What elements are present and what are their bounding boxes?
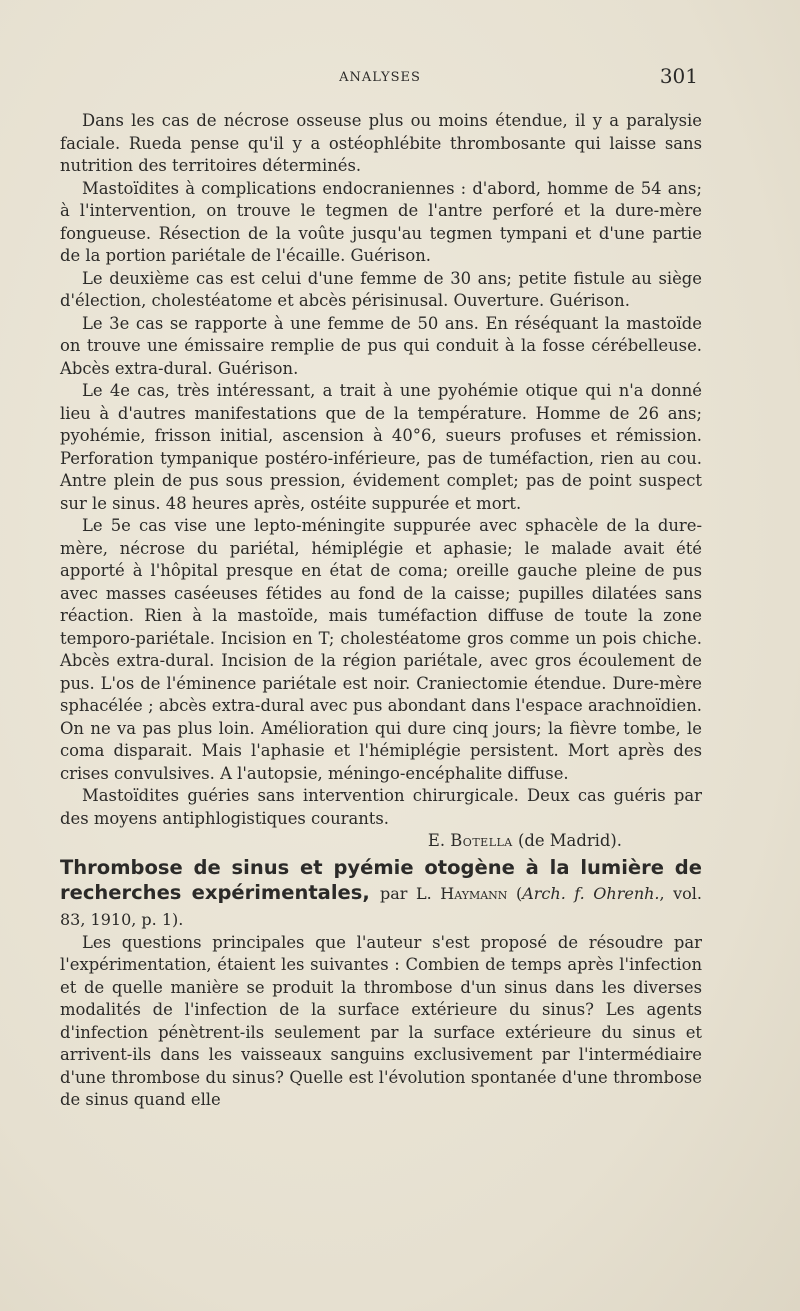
paragraph-5: Le 4e cas, très intéressant, a trait à une pyohémie otique qui n'a donné lieu à d'autres manifestations que de la température. Homme de 26 ans; pyohémie, frisson initial, ascension à 40°6, sueurs profuses et rémission. Perforation tympanique postéro-inférieure, pas de tuméfaction, rien au cou. Antre plein de pus sous pression, évidement complet; pas de point suspect sur le sinus. 48 heures après, ostéite suppurée et mort. (60, 381, 702, 513)
running-title: ANALYSES (339, 70, 421, 85)
citation-by: par (380, 883, 408, 903)
paragraph-4: Le 3e cas se rapporte à une femme de 50 ans. En réséquant la mastoïde on trouve une émissaire remplie de pus qui conduit à la fosse cérébelleuse. Abcès extra-dural. Guérison. (60, 313, 702, 378)
article-heading (60, 855, 702, 932)
closing-paragraph: Les questions principales que l'auteur s'est proposé de résoudre par l'expérimentation, étaient les suivantes : Combien de temps après l'infection et de quelle manière se produit la thrombose d'un sinus dans les diverses modalités de l'infection de la surface extérieure du sinus? Les agents d'infection pénètrent-ils seulement par la surface extérieure du sinus et arrivent-ils dans les vaisseaux sanguins exclusivement par l'intermédiaire d'une thrombose du sinus? Quelle est l'évolution spontanée d'une thrombose de sinus quand elle (60, 932, 702, 1109)
signature-initial: E. (427, 831, 446, 850)
page-number: 301 (659, 64, 698, 88)
signature-name: Botella (450, 831, 513, 850)
paragraph-2: Mastoïdites à complications endocraniennes : d'abord, homme de 54 ans; à l'intervention, on trouve le tegmen de l'antre perforé et la dure-mère fongueuse. Résection de la voûte jusqu'au tegmen tympani et d'une partie de la portion pariétale de l'écaille. Guérison. (60, 178, 702, 265)
paragraph-3: Le deuxième cas est celui d'une femme de 30 ans; petite fistule au siège d'élection, cholestéatome et abcès périsinusal. Ouverture. Guérison. (60, 268, 702, 310)
signature-place: (de Madrid). (517, 831, 622, 850)
body-text (60, 110, 702, 1112)
citation-details: , vol. 83, 1910, p. 1). (60, 883, 703, 929)
review-signature (60, 830, 702, 853)
citation-open: ( (515, 883, 523, 903)
paragraph-1: Dans les cas de nécrose osseuse plus ou moins étendue, il y a paralysie faciale. Rueda pense qu'il y a ostéophlébite thrombosante qui laisse sans nutrition des territoires déterminés. (60, 111, 702, 175)
citation-journal: Arch. f. Ohrenh. (522, 883, 660, 903)
paragraph-7: Mastoïdites guéries sans intervention chirurgicale. Deux cas guéris par des moyens antiphlogistiques courants. (60, 786, 702, 828)
running-head (60, 64, 700, 94)
citation-author: L. Haymann (416, 883, 508, 903)
paragraph-6: Le 5e cas vise une lepto-méningite suppurée avec sphacèle de la dure-mère, nécrose du pariétal, hémiplégie et aphasie; le malade avait été apporté à l'hôpital presque en état de coma; oreille gauche pleine de pus avec masses caséeuses fétides au fond de la caisse; pupilles dilatées sans réaction. Rien à la mastoïde, mais tuméfaction diffuse de toute la zone temporo-pariétale. Incision en T; cholestéatome gros comme un pois chiche. Abcès extra-dural. Incision de la région pariétale, avec gros écoulement de pus. L'os de l'éminence pariétale est noir. Craniectomie étendue. Dure-mère sphacélée ; abcès extra-dural avec pus abondant dans l'espace arachnoïdien. On ne va pas plus loin. Amélioration qui dure cinq jours; la fièvre tombe, le coma disparait. Mais l'aphasie et l'hémiplégie persistent. Mort après des crises convulsives. A l'autopsie, méningo-encéphalite diffuse. (60, 516, 702, 783)
article-title: Thrombose de sinus et pyémie otogène à la lumière de recherches expérimentales, (60, 855, 702, 904)
